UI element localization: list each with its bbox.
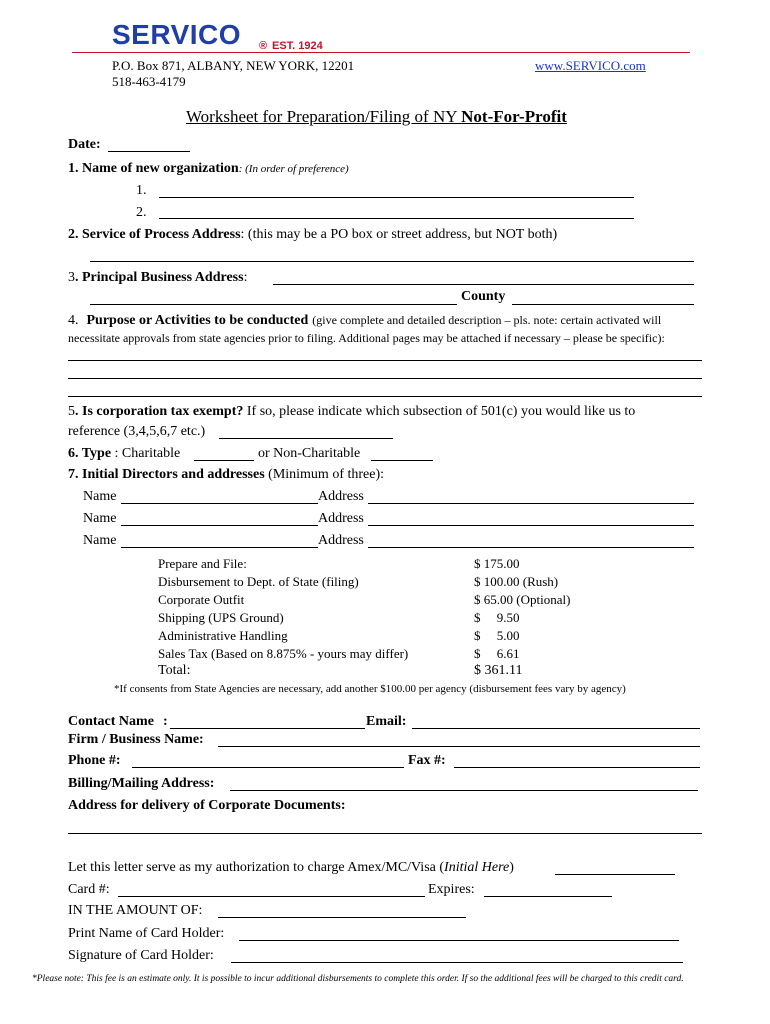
authorization-initial-hint: Initial Here [444, 860, 510, 875]
q7-note: (Minimum of three): [264, 467, 385, 482]
fee-amount: $ 175.00 [474, 556, 520, 571]
q7-label: 7. Initial Directors and addresses [68, 467, 265, 482]
contact-name-field[interactable] [170, 728, 365, 729]
county-label: County [461, 289, 506, 304]
q3-num: 3 [68, 270, 75, 285]
print-name-field[interactable] [239, 940, 679, 941]
amount-field[interactable] [218, 917, 466, 918]
card-number-label: Card #: [68, 882, 110, 897]
director-1-name-field[interactable] [121, 503, 318, 504]
print-name-label: Print Name of Card Holder: [68, 926, 225, 941]
title-emphasis: Not-For-Profit [461, 107, 567, 126]
mailing-address: P.O. Box 871, ALBANY, NEW YORK, 12201 [112, 58, 355, 73]
county-field[interactable] [512, 304, 694, 305]
q4-num: 4. [68, 313, 79, 328]
q5-field[interactable] [219, 438, 393, 439]
director-1-name-label: Name [83, 489, 117, 504]
signature-label: Signature of Card Holder: [68, 948, 214, 963]
fee-label: Corporate Outfit [158, 592, 245, 607]
initials-field[interactable] [555, 874, 675, 875]
authorization-prefix: Let this letter serve as my authorization to charge Amex/MC/Visa ( [68, 860, 445, 875]
q1-option-2-field[interactable] [159, 218, 634, 219]
director-3-address-field[interactable] [368, 547, 694, 548]
q6-noncharitable-label: or Non-Charitable [258, 446, 361, 461]
fee-amount: $ 65.00 (Optional) [474, 592, 571, 607]
header-divider [72, 52, 690, 53]
website-link[interactable]: www.SERVICO.com [535, 58, 646, 73]
director-2-address-label: Address [318, 511, 364, 526]
page-title [186, 107, 567, 127]
q4-field-line2[interactable] [68, 378, 702, 379]
q7-row [68, 467, 384, 483]
q6-charitable-field[interactable] [194, 460, 254, 461]
q3-field-line1[interactable] [273, 284, 694, 285]
signature-field[interactable] [231, 962, 683, 963]
q3-label: . Principal Business Address [75, 270, 244, 285]
fax-label: Fax #: [408, 753, 446, 768]
firm-name-field[interactable] [218, 746, 700, 747]
contact-name-label: Contact Name [68, 714, 154, 729]
q4-label: Purpose or Activities to be conducted [86, 313, 309, 328]
phone-field[interactable] [132, 767, 404, 768]
director-3-name-field[interactable] [121, 547, 318, 548]
q2-label: 2. Service of Process Address [68, 227, 241, 242]
established-label: EST. 1924 [272, 40, 323, 52]
fee-total-label: Total: [158, 663, 191, 678]
q5-row [68, 404, 635, 420]
date-field[interactable] [108, 151, 190, 152]
fee-amount: $ 9.50 [474, 610, 520, 625]
authorization-suffix: ) [509, 860, 514, 875]
authorization-text [68, 860, 514, 876]
fee-label: Administrative Handling [158, 628, 288, 643]
q6-charitable-label: : Charitable [111, 446, 181, 461]
fee-amount: $ 5.00 [474, 628, 520, 643]
q4-field-line3[interactable] [68, 396, 702, 397]
director-2-name-label: Name [83, 511, 117, 526]
title-prefix: Worksheet for Preparation/Filing of NY [186, 107, 462, 126]
q4-row [68, 311, 661, 329]
director-3-address-label: Address [318, 533, 364, 548]
fee-total-amount: $ 361.11 [474, 663, 523, 678]
q1-note: : (In order of preference) [238, 163, 349, 175]
q4-field-line1[interactable] [68, 360, 702, 361]
q2-row [68, 227, 557, 243]
director-1-address-field[interactable] [368, 503, 694, 504]
delivery-address-field[interactable] [68, 833, 702, 834]
q1-option-2-label: 2. [136, 205, 147, 220]
q3-field-line2[interactable] [90, 304, 457, 305]
fee-label: Sales Tax (Based on 8.875% - yours may differ) [158, 646, 409, 661]
q6-noncharitable-field[interactable] [371, 460, 433, 461]
fax-field[interactable] [454, 767, 700, 768]
director-2-name-field[interactable] [121, 525, 318, 526]
q1-option-1-label: 1. [136, 183, 147, 198]
q5-note: If so, please indicate which subsection of 501(c) you would like us to [243, 404, 636, 419]
director-3-name-label: Name [83, 533, 117, 548]
email-field[interactable] [412, 728, 700, 729]
director-1-address-label: Address [318, 489, 364, 504]
q3-row [68, 270, 247, 286]
card-number-field[interactable] [118, 896, 425, 897]
q5-note-2: reference (3,4,5,6,7 etc.) [68, 424, 206, 439]
email-label: Email: [366, 714, 407, 729]
footer-note: *Please note: This fee is an estimate only. It is possible to incur additional disbursements to complete this order. If so the additional fees will be charged to this credit card. [32, 974, 684, 984]
q6-label: 6. Type [68, 446, 112, 461]
consent-note: *If consents from State Agencies are necessary, add another $100.00 per agency (disbursement fees vary by agency) [114, 683, 626, 695]
phone-number: 518-463-4179 [112, 74, 186, 89]
date-label: Date: [68, 137, 101, 152]
billing-address-label: Billing/Mailing Address: [68, 776, 215, 791]
fee-label: Disbursement to Dept. of State (filing) [158, 574, 359, 589]
q5-label: . Is corporation tax exempt? [75, 404, 244, 419]
contact-name-colon: : [163, 714, 168, 729]
director-2-address-field[interactable] [368, 525, 694, 526]
q5-num: 5 [68, 404, 75, 419]
q1-option-1-field[interactable] [159, 197, 634, 198]
phone-label: Phone #: [68, 753, 121, 768]
q1-label: 1. Name of new organization [68, 161, 239, 176]
expires-label: Expires: [428, 882, 475, 897]
registered-mark: ® [259, 40, 268, 52]
fee-amount: $ 6.61 [474, 646, 520, 661]
company-logo: SERVICO [112, 19, 242, 50]
q2-note: : (this may be a PO box or street address, but NOT both) [240, 227, 558, 242]
q6-row [68, 446, 180, 462]
q2-field[interactable] [90, 261, 694, 262]
firm-name-label: Firm / Business Name: [68, 732, 204, 747]
fee-label: Prepare and File: [158, 556, 247, 571]
billing-address-field[interactable] [230, 790, 698, 791]
amount-label: IN THE AMOUNT OF: [68, 903, 203, 918]
q4-note-2: necessitate approvals from state agencies prior to filing. Additional pages may be attached if necessary – please be specific): [68, 331, 665, 345]
delivery-address-label: Address for delivery of Corporate Documents: [68, 798, 346, 813]
q3-colon: : [243, 270, 248, 285]
fee-amount: $ 100.00 (Rush) [474, 574, 559, 589]
q4-note: (give complete and detailed description – pls. note: certain activated will [312, 313, 662, 327]
fee-label: Shipping (UPS Ground) [158, 610, 284, 625]
expires-field[interactable] [484, 896, 612, 897]
q1-row [68, 161, 349, 177]
